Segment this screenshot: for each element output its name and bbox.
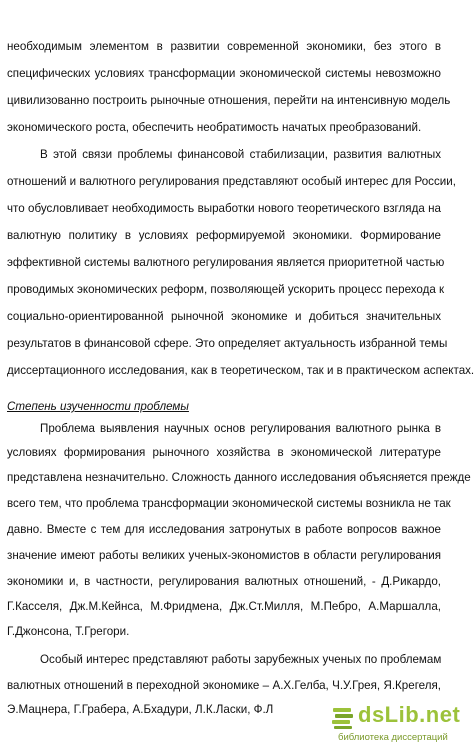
text-line: необходимым элементом в развитии современной экономики, без этого в (7, 40, 441, 53)
text-line: валютных отношений в переходной экономике – А.Х.Гелба, Ч.У.Грея, Я.Крегеля, (7, 679, 441, 692)
text-line: экономического роста, обеспечить необратимость начатых преобразований. (7, 121, 422, 134)
text-line: давно. Вместе с тем для исследования затронутых в работе вопросов важное (7, 523, 441, 536)
text-line: всего тем, что проблема трансформации экономической системы возникла не так (7, 497, 451, 510)
text-line: специфических условиях трансформации экономической системы невозможно (7, 67, 441, 80)
text-line: социально-ориентированной рыночной экономике и добиться значительных (7, 310, 441, 323)
watermark-brand: dsLib.net (358, 702, 461, 727)
text-line: Э.Мацнера, Г.Грабера, А.Бхадури, Л.К.Ласки, Ф.Л (7, 703, 274, 716)
text-line: экономики и, в частности, регулирования валютных отношений, - Д.Рикардо, (7, 575, 441, 588)
text-line: что обусловливает необходимость выработки нового теоретического взгляда на (7, 202, 441, 215)
text-line: валютную политику в условиях реформируемой экономики. Формирование (7, 229, 441, 242)
book-stack-icon (330, 704, 356, 730)
text-line: результатов в финансовой сфере. Это определяет актуальность избранной темы (7, 337, 448, 350)
text-line: эффективной системы валютного регулирования является приоритетной частью (7, 256, 445, 269)
text-line: отношений и валютного регулирования представляют особый интерес для России, (7, 175, 456, 188)
section-heading: Степень изученности проблемы (7, 400, 189, 413)
watermark-subtitle: библиотека диссертаций (338, 732, 448, 743)
text-line: цивилизованно построить рыночные отношения, перейти на интенсивную модель (7, 94, 451, 107)
text-line: проводимых экономических реформ, позволяющей ускорить процесс перехода к (7, 283, 445, 296)
text-line: Г.Касселя, Дж.М.Кейнса, М.Фридмена, Дж.Ст.Милля, М.Пебро, А.Маршалла, (7, 600, 441, 613)
text-line: Особый интерес представляют работы зарубежных ученых по проблемам (40, 653, 442, 666)
text-line: представлена незначительно. Сложность данного исследования объясняется прежде (7, 471, 471, 484)
text-line: В этой связи проблемы финансовой стабилизации, развития валютных (40, 148, 441, 161)
text-line: значение имеют работы великих ученых-экономистов в области регулирования (7, 549, 441, 562)
text-line: диссертационного исследования, как в теоретическом, так и в практическом аспектах. (7, 364, 474, 377)
text-line: условиях формирования рыночного хозяйства в экономической литературе (7, 446, 441, 459)
watermark (328, 700, 461, 752)
text-line: Проблема выявления научных основ регулирования валютного рынка в (40, 422, 441, 435)
text-line: Г.Джонсона, Т.Грегори. (7, 625, 130, 638)
